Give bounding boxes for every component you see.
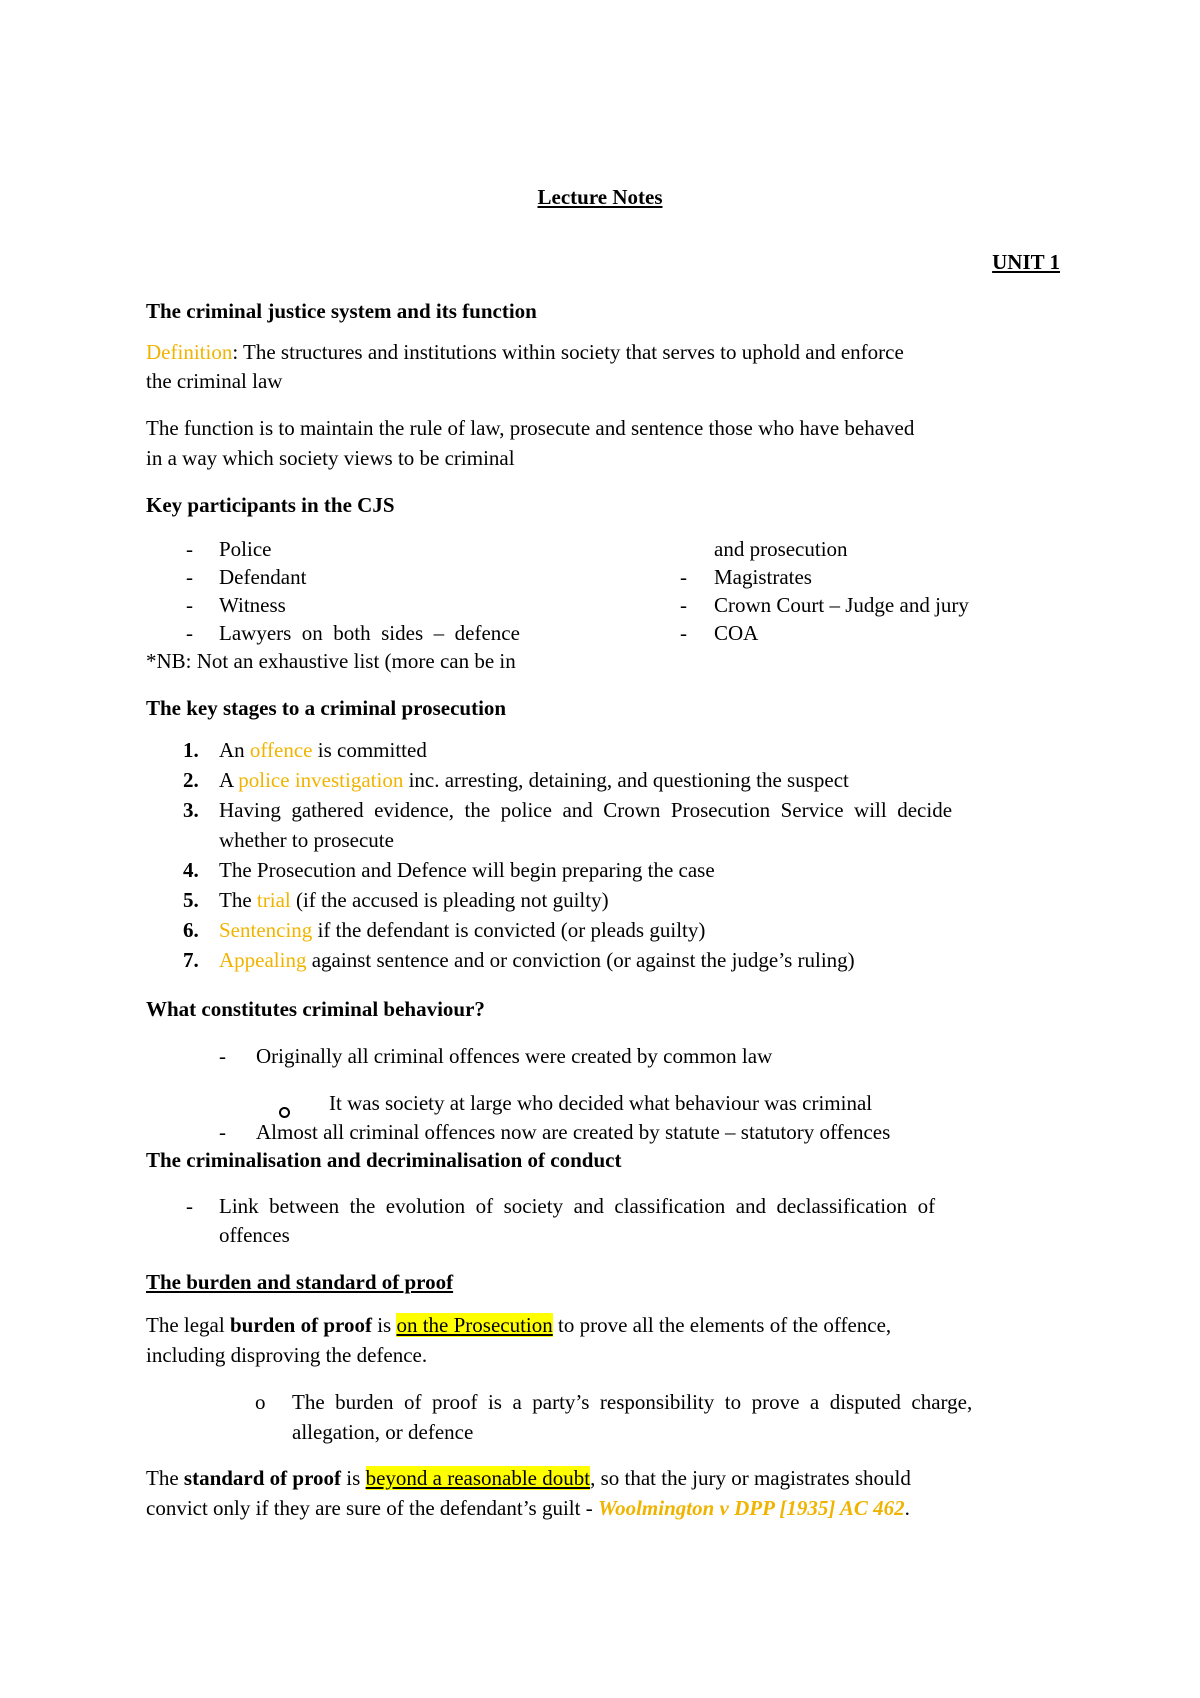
sub-bullet-circle xyxy=(279,1107,290,1118)
stage-item: Appealing against sentence and or conviction (or against the judge’s ruling) xyxy=(219,948,855,972)
definition-line-1 xyxy=(146,338,904,366)
unit-label: UNIT 1 xyxy=(992,250,1060,274)
list-number: 3. xyxy=(183,798,199,822)
list-item: Originally all criminal offences were created by common law xyxy=(256,1044,773,1068)
section-heading-participants: Key participants in the CJS xyxy=(146,493,395,517)
stage-item: A police investigation inc. arresting, detaining, and questioning the suspect xyxy=(219,768,849,792)
definition-text: : The structures and institutions within society that serves to uphold and enforce xyxy=(232,340,904,364)
function-line-1: The function is to maintain the rule of law, prosecute and sentence those who have behaved xyxy=(146,416,915,440)
stage-item: Having gathered evidence, the police and Crown Prosecution Service will decide xyxy=(219,798,953,822)
nb-note: *NB: Not an exhaustive list (more can be in xyxy=(146,649,516,673)
sub-list-item-continued: allegation, or defence xyxy=(292,1420,474,1444)
stage-item: An offence is committed xyxy=(219,738,427,762)
bullet-dash: - xyxy=(219,1044,226,1068)
participant-item: COA xyxy=(714,621,759,645)
definition-line-2: the criminal law xyxy=(146,369,283,393)
function-line-2: in a way which society views to be criminal xyxy=(146,446,515,470)
stage-item-continued: whether to prosecute xyxy=(219,828,394,852)
section-heading-criminalisation: The criminalisation and decriminalisation of conduct xyxy=(146,1148,622,1172)
list-item: Link between the evolution of society and classification and declassification of xyxy=(219,1194,936,1218)
bullet-dash: - xyxy=(186,565,193,589)
section-heading-burden: The burden and standard of proof xyxy=(146,1270,454,1294)
section-heading-cjs: The criminal justice system and its function xyxy=(146,299,537,323)
bullet-dash: - xyxy=(186,1194,193,1218)
participant-item: Magistrates xyxy=(714,565,812,589)
burden-paragraph-line-2: including disproving the defence. xyxy=(146,1343,428,1367)
bullet-dash: - xyxy=(219,1120,226,1144)
definition-label: Definition xyxy=(146,340,233,364)
standard-paragraph-line-1: The standard of proof is beyond a reasonable doubt, so that the jury or magistrates should xyxy=(146,1466,911,1490)
page-title: Lecture Notes xyxy=(537,185,663,209)
participant-item: Defendant xyxy=(219,565,307,589)
list-number: 5. xyxy=(183,888,199,912)
bullet-dash: - xyxy=(680,565,687,589)
bullet-dash: - xyxy=(680,621,687,645)
bullet-dash: - xyxy=(680,593,687,617)
list-number: 6. xyxy=(183,918,199,942)
list-number: 1. xyxy=(183,738,199,762)
list-number: 4. xyxy=(183,858,199,882)
participant-item: Witness xyxy=(219,593,286,617)
stage-item: Sentencing if the defendant is convicted (or pleads guilty) xyxy=(219,918,706,942)
stage-item: The Prosecution and Defence will begin preparing the case xyxy=(219,858,715,882)
bullet-dash: - xyxy=(186,537,193,561)
section-heading-stages: The key stages to a criminal prosecution xyxy=(146,696,507,720)
bullet-dash: - xyxy=(186,593,193,617)
participant-item: Police xyxy=(219,537,272,561)
stage-item: The trial (if the accused is pleading not guilty) xyxy=(219,888,609,912)
sub-list-item: The burden of proof is a party’s responsibility to prove a disputed charge, xyxy=(292,1390,973,1414)
participant-item-continued: and prosecution xyxy=(714,537,848,561)
participant-item: Crown Court – Judge and jury xyxy=(714,593,969,617)
participant-item: Lawyers on both sides – defence xyxy=(219,621,520,645)
burden-paragraph-line-1: The legal burden of proof is on the Prosecution to prove all the elements of the offence, xyxy=(146,1313,892,1337)
list-item-continued: offences xyxy=(219,1223,290,1247)
highlight-prosecution: on the Prosecution xyxy=(396,1313,553,1337)
list-number: 7. xyxy=(183,948,199,972)
sub-list-item: It was society at large who decided what behaviour was criminal xyxy=(329,1091,873,1115)
list-item: Almost all criminal offences now are created by statute – statutory offences xyxy=(256,1120,891,1144)
bullet-dash: - xyxy=(186,621,193,645)
case-citation: Woolmington v DPP [1935] AC 462 xyxy=(597,1496,905,1520)
list-number: 2. xyxy=(183,768,199,792)
section-heading-behaviour: What constitutes criminal behaviour? xyxy=(146,997,485,1021)
standard-paragraph-line-2: convict only if they are sure of the defendant’s guilt - Woolmington v DPP [1935] AC 462. xyxy=(146,1496,910,1520)
sub-bullet-o: o xyxy=(255,1390,266,1414)
highlight-reasonable-doubt: beyond a reasonable doubt xyxy=(365,1466,591,1490)
